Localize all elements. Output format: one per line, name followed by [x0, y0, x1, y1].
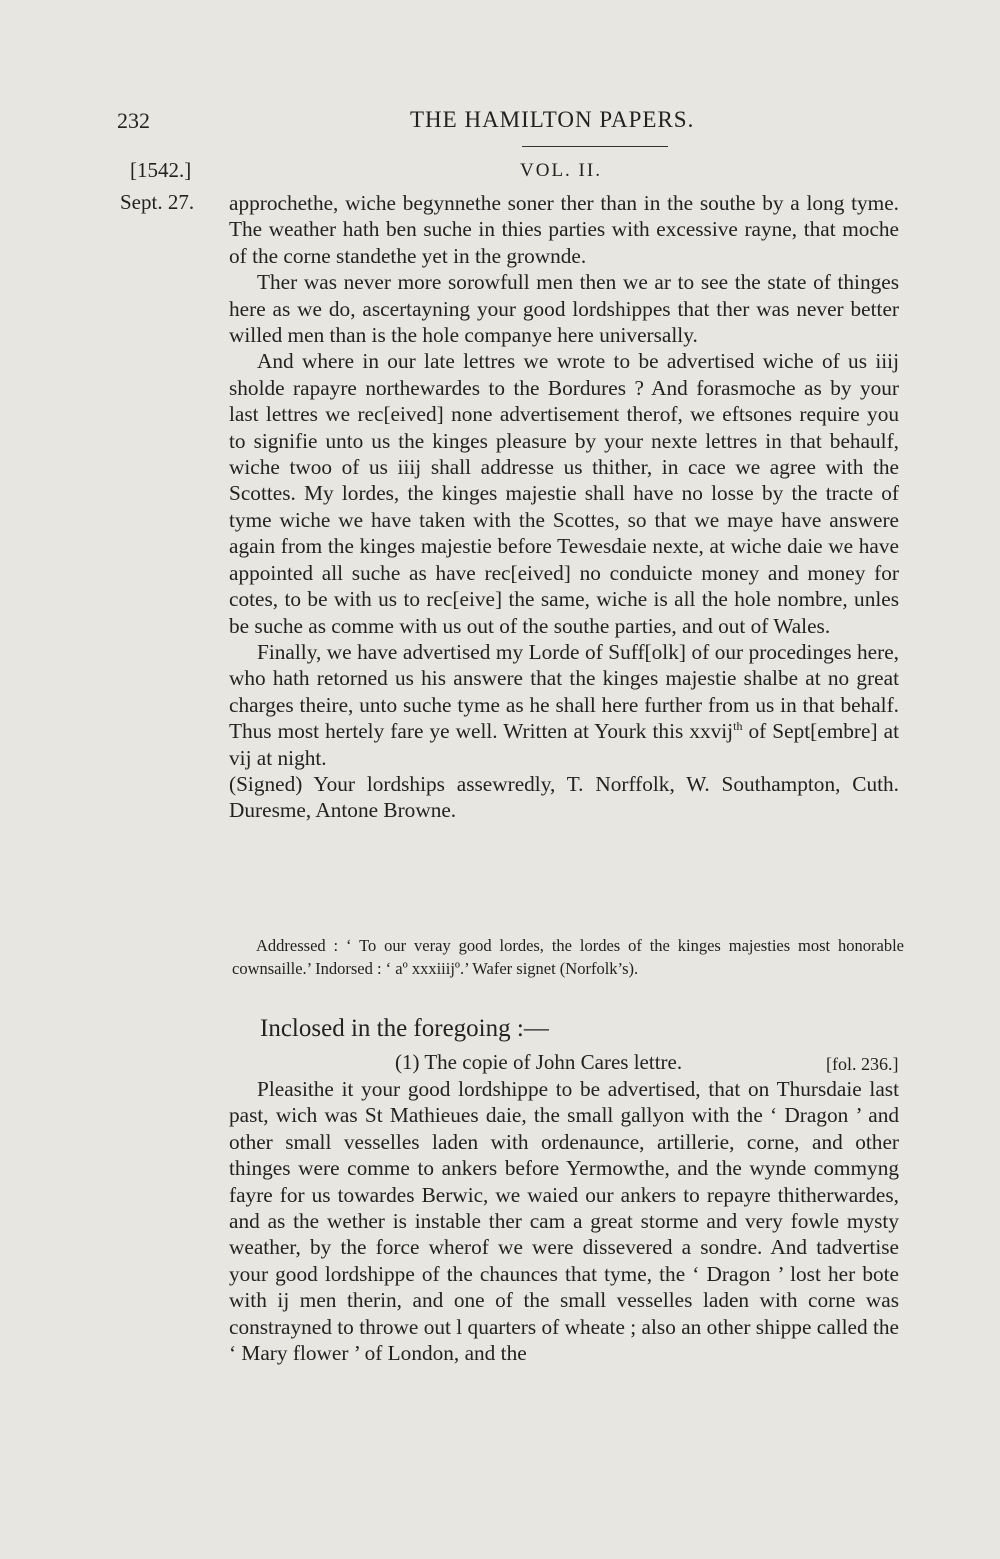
address-note: Addressed : ‘ To our veray good lordes, the lordes of the kinges majesties most honorable cownsaille.’ Indorsed : ‘ aº xxxiiijº.’ Wafer signet (Norfolk’s). [232, 936, 904, 978]
enclosure-title: (1) The copie of John Cares lettre. [395, 1050, 683, 1074]
volume-label: VOL. II. [520, 160, 602, 181]
paragraph: Pleasithe it your good lordshippe to be advertised, that on Thursdaie last past, wich was St Mathieues daie, the small gallyon with the ‘ Dragon ’ and other small vesselles laden with ordenaunce, artillerie, corne, and other thinges were comme to ankers before Yermowthe, and the wynde commyng fayre for us towardes Berwic, we waied our ankers to repayre thitherwardes, and as the wether is instable ther cam a great storme and very fowle mysty weather, by the force wherof we were dissevered a sondre. And tadvertise your good lordshippe of the chaunces that tyme, the ‘ Dragon ’ lost her bote with ij men therin, and one of the small vesselles laden with corne was constrayned to throwe out l quarters of wheate ; also an other shippe called the ‘ Mary flower ’ of London, and the [229, 1077, 899, 1366]
superscript: th [733, 719, 743, 734]
header-rule [522, 146, 668, 147]
signature-line: (Signed) Your lordships assewredly, T. Norffolk, W. Southampton, Cuth. Duresme, Antone Browne. [229, 771, 899, 823]
page-number: 232 [117, 108, 150, 133]
margin-date: Sept. 27. [120, 190, 195, 214]
running-head: THE HAMILTON PAPERS. [410, 107, 695, 132]
letter-body [229, 190, 899, 824]
enclosure-heading: Inclosed in the foregoing :— [260, 1015, 549, 1042]
year-bracket: [1542.] [130, 158, 192, 182]
enclosure-body [229, 1076, 899, 1366]
paragraph-text: of Sept[embre] at vij at night. [229, 719, 899, 770]
paragraph: And where in our late lettres we wrote to be advertised wiche of us iiij sholde rapayre northewardes to the Bordures ? And forasmoche as by your last lettres we rec[eived] none advertisement therof, we eftsones require you to signifie unto us the kinges pleasure by your nexte lettres in that behaulf, wiche twoo of us iiij shall addresse us thither, in cace we agree with the Scottes. My lordes, the kinges majestie shall have no losse by the tracte of tyme wiche we have taken with the Scottes, so that we maye have answere again from the kinges majestie before Tewesdaie nexte, at wiche daie we have appointed all suche as have rec[eived] no conduicte money and money for cotes, to be with us to rec[eive] the same, wiche is all the hole nombre, unles be suche as comme with us out of the southe parties, and out of Wales. [229, 349, 899, 638]
paragraph [229, 639, 899, 771]
paragraph: Ther was never more sorowfull men then we ar to see the state of thinges here as we do, ascertayning your good lordshippes that ther was never better willed men than is the hole companye here universally. [229, 270, 899, 348]
paragraph-text: Finally, we have advertised my Lorde of Suff[olk] of our procedinges here, who hath retorned us his answere that the kinges majestie shalbe at no great charges theire, unto suche tyme as he shall here further from us in that behalf. Thus most hertely fare ye well. Written at Yourk this xxvij [229, 639, 899, 744]
folio-reference: [fol. 236.] [826, 1054, 899, 1074]
paragraph: approchethe, wiche begynnethe soner ther than in the southe by a long tyme. The weather hath ben suche in thies parties with excessive rayne, that moche of the corne standethe yet in the grownde. [229, 191, 899, 268]
